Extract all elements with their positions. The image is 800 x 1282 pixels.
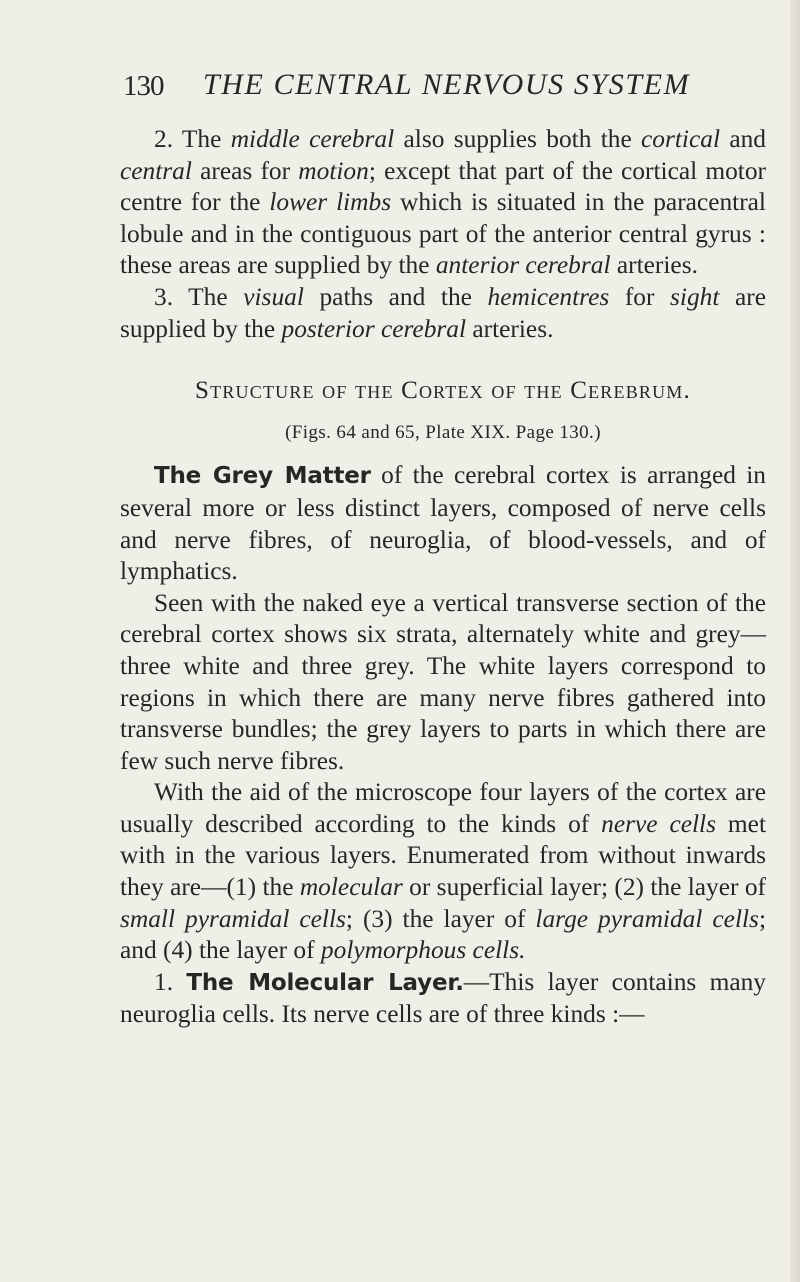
text-run: ; (3) the layer of <box>345 904 536 933</box>
text-run: —This layer contains many neuroglia cells. Its nerve cells are of three kinds :— <box>120 967 767 1029</box>
italic-term: visual <box>243 282 304 311</box>
text-run: 2. The <box>154 125 231 153</box>
italic-term: middle cerebral <box>230 125 395 153</box>
italic-term: cortical <box>641 125 721 153</box>
paragraph-grey-matter <box>120 460 766 587</box>
text-run: Seen with the naked eye a vertical transverse section of the cerebral cortex shows six strata, alternately white and grey—three white and three grey. The white layers correspond to regions in which there are many nerve fibres gathered into transverse bundles; the grey layers to parts in which there are few such nerve fibres. <box>120 588 766 775</box>
bold-term: The Grey Matter <box>154 463 371 490</box>
italic-term: central <box>120 156 192 185</box>
italic-term: anterior cerebral <box>435 251 611 280</box>
text-run: arteries. <box>466 314 554 343</box>
italic-term: sight <box>670 282 720 311</box>
paragraph-microscope <box>120 777 766 967</box>
text-run: are supplied by the <box>120 282 767 343</box>
text-run: ; except that part of the cortical motor centre for the <box>120 156 767 217</box>
figure-reference: (Figs. 64 and 65, Plate XIX. Page 130.) <box>285 421 601 443</box>
text-run: 3. The <box>154 282 244 311</box>
page-number: 130 <box>123 70 164 102</box>
italic-term: small pyramidal cells <box>120 904 346 933</box>
page-edge <box>790 0 800 1282</box>
italic-term: polymorphous cells. <box>320 936 526 965</box>
page-header <box>123 68 763 108</box>
text-run: 1. <box>154 967 187 996</box>
text-run: and <box>720 125 766 153</box>
italic-term: motion <box>298 156 369 185</box>
page-body <box>120 124 766 1031</box>
text-run: ; and (4) the layer of <box>120 904 766 965</box>
running-title: THE CENTRAL NERVOUS SYSTEM <box>203 68 691 101</box>
text-run: paths and the <box>303 282 488 311</box>
italic-term: nerve cells <box>601 809 716 838</box>
italic-term: hemicentres <box>487 282 610 311</box>
text-run: of the cerebral cortex is arranged in several more or less distinct layers, composed of nerve cells and nerve fibres, of neuroglia, of blood-vessels, and of lymphatics. <box>120 461 766 586</box>
paragraph-molecular-layer <box>120 967 766 1031</box>
italic-term: large pyramidal cells <box>535 904 759 933</box>
text-run: or superficial layer; (2) the layer of <box>402 873 766 902</box>
text-run: arteries. <box>610 251 698 280</box>
text-run: areas for <box>191 156 299 185</box>
italic-term: posterior cerebral <box>281 314 467 343</box>
paragraph-naked-eye <box>120 588 766 778</box>
bold-term: The Molecular Layer. <box>186 969 464 996</box>
text-run: With the aid of the microscope four layers of the cortex are usually described according to the kinds of <box>120 778 766 838</box>
italic-term: molecular <box>299 873 403 902</box>
paragraph-visual-paths <box>120 282 766 345</box>
paragraph-middle-cerebral <box>120 124 766 282</box>
text-run: which is situated in the paracentral lobule and in the contiguous part of the anterior central gyrus : these areas are supplied by the <box>120 188 766 280</box>
section-heading: Structure of the Cortex of the Cerebrum. <box>195 377 691 405</box>
italic-term: lower limbs <box>269 188 392 217</box>
text-run: met with in the various layers. Enumerated from without inwards they are—(1) the <box>120 809 766 902</box>
text-run: also supplies both the <box>394 125 642 153</box>
text-run: for <box>609 282 671 311</box>
